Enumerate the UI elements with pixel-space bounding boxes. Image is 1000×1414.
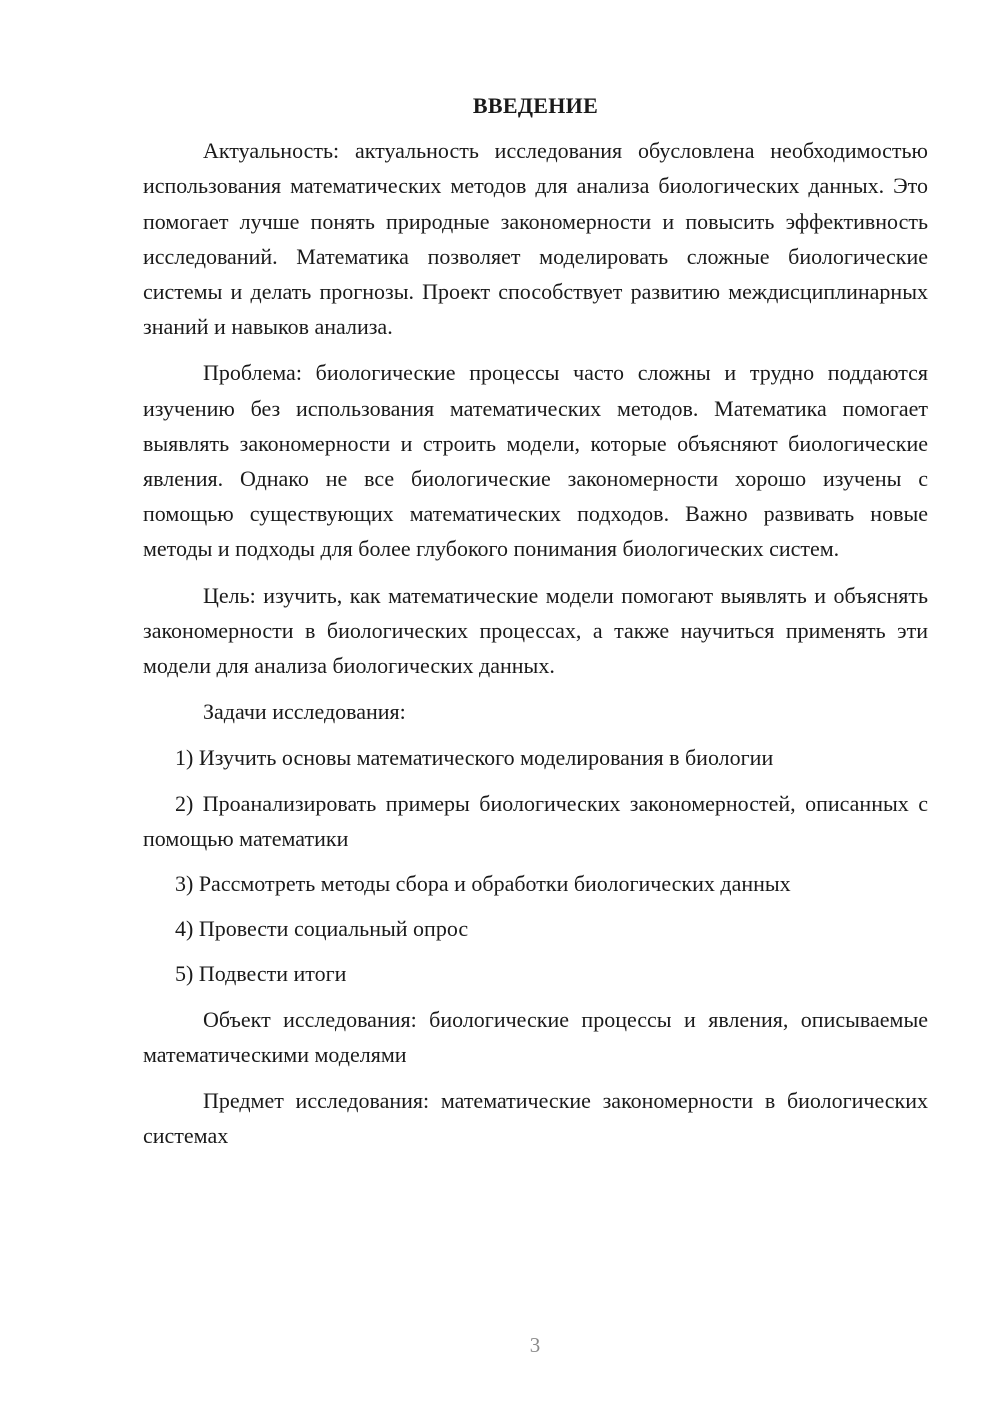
task-item-4: 4) Провести социальный опрос	[175, 916, 469, 942]
task-item-3: 3) Рассмотреть методы сбора и обработки биологических данных	[175, 871, 791, 897]
page-number: 3	[529, 1333, 541, 1357]
tasks-intro: Задачи исследования:	[203, 699, 406, 725]
section-heading: ВВЕДЕНИЕ	[472, 93, 599, 118]
task-item-1: 1) Изучить основы математического моделирования в биологии	[175, 745, 774, 771]
task-item-5: 5) Подвести итоги	[175, 961, 347, 987]
goal-paragraph: Цель: изучить, как математические модели помогают выявлять и объяснять закономерности в биологических процессах, а также научиться применять эти модели для анализа биологических данных.	[143, 582, 928, 679]
task-item-2: 2) Проанализировать примеры биологических закономерностей, описанных с помощью математики	[143, 790, 928, 851]
document-page	[143, 88, 928, 1164]
subject-paragraph: Предмет исследования: математические закономерности в биологических системах	[143, 1088, 928, 1149]
problem-paragraph: Проблема: биологические процессы часто сложны и трудно поддаются изучению без использования математических методов. Математика помогает выявлять закономерности и строить модели, которые объясняют биологические явления. Однако не все биологические закономерности хорошо изучены с помощью существующих математических подходов. Важно развивать новые методы и подходы для более глубокого понимания биологических систем.	[143, 360, 928, 562]
relevance-paragraph: Актуальность: актуальность исследования обусловлена необходимостью использования математических методов для анализа биологических данных. Это помогает лучше понять природные закономерности и повысить эффективность исследований. Математика позволяет моделировать сложные биологические системы и делать прогнозы. Проект способствует развитию междисциплинарных знаний и навыков анализа.	[143, 138, 928, 340]
object-paragraph: Объект исследования: биологические процессы и явления, описываемые математическими моделями	[143, 1006, 928, 1067]
